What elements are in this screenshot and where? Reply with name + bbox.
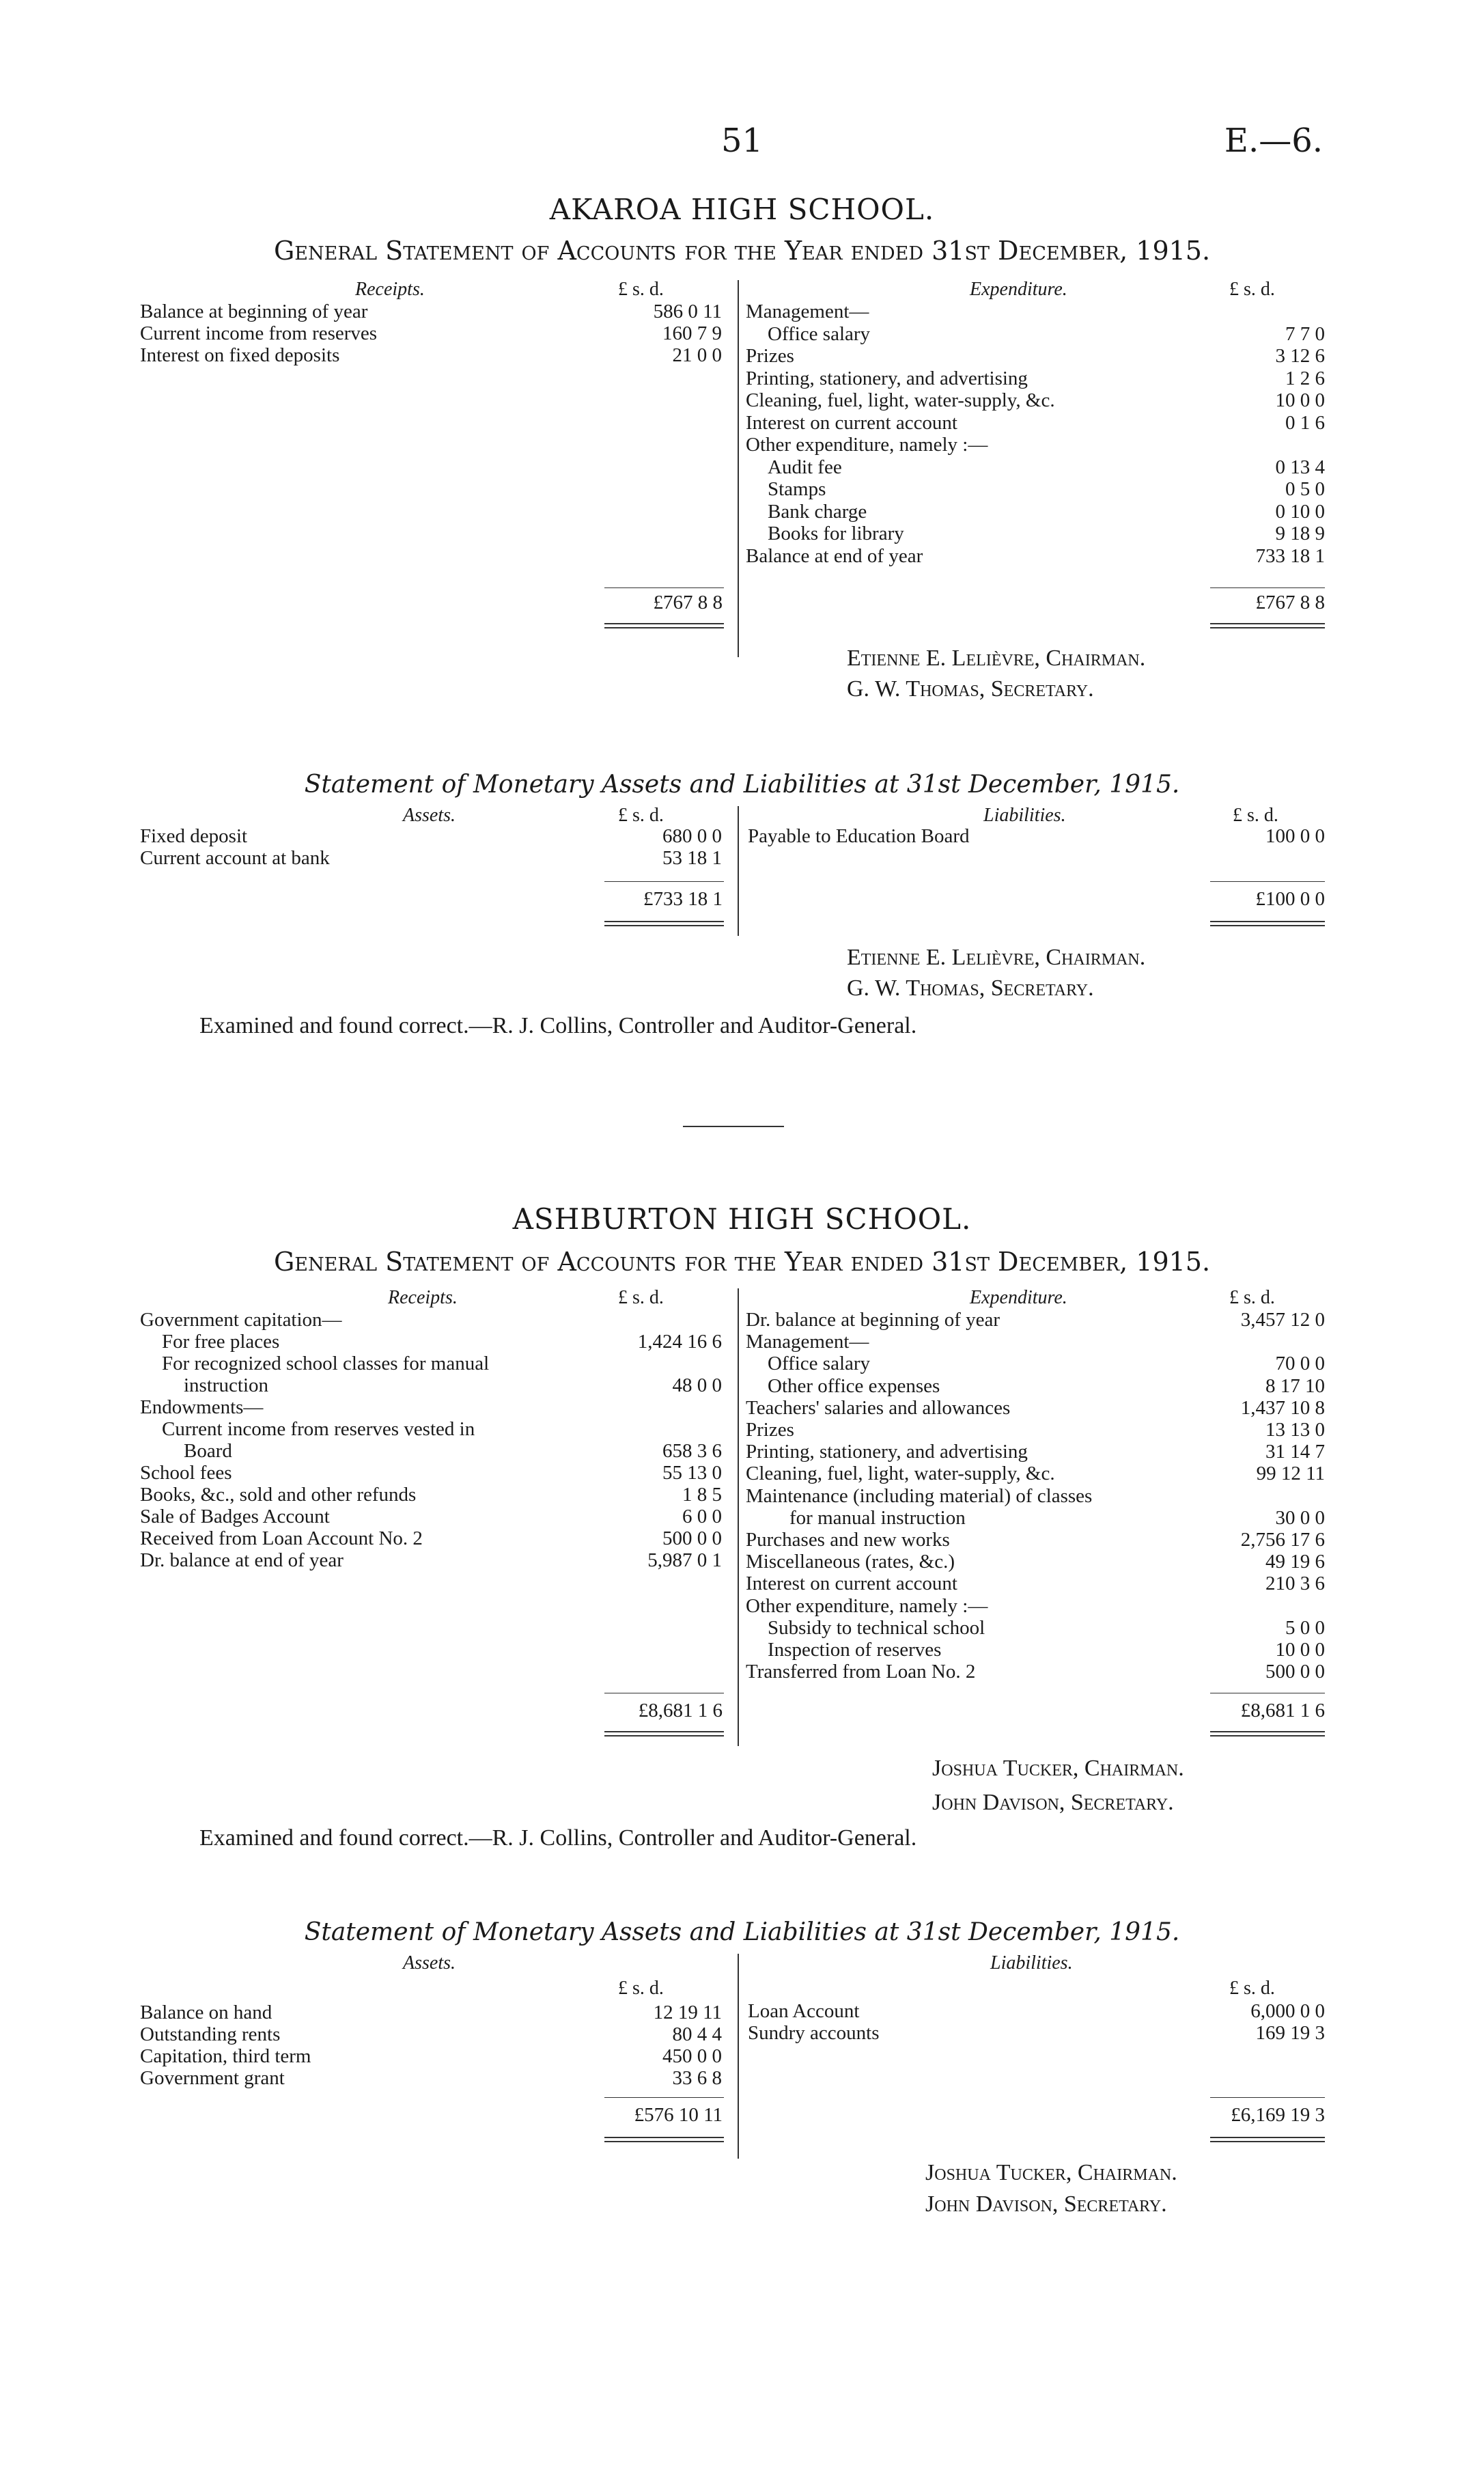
ledger-row xyxy=(746,1441,1325,1463)
ledger-row-label: Office salary xyxy=(768,322,871,345)
ashburton-subtitle: General Statement of Accounts for the Year ended 31st December, 1915. xyxy=(273,1247,1211,1277)
ashburton-examined-note: Examined and found correct.—R. J. Collins, Controller and Auditor-General. xyxy=(199,1825,917,1851)
ledger-row-amount: 2,756 17 6 xyxy=(1240,1529,1325,1551)
ledger-row-label: Office salary xyxy=(768,1353,871,1375)
ledger-row-label: Subsidy to technical school xyxy=(768,1616,985,1639)
ledger-row-amount: 6 0 0 xyxy=(682,1506,722,1527)
ledger-row xyxy=(746,501,1325,523)
ledger-row-label: Outstanding rents xyxy=(140,2023,281,2045)
akaroa-liabilities-total: £100 0 0 xyxy=(1255,888,1325,910)
ledger-row-amount: 6,000 0 0 xyxy=(1250,2000,1325,2022)
ledger-row xyxy=(746,1507,1325,1529)
akaroa-receipts-double-rule xyxy=(604,623,724,628)
ledger-row-amount: 53 18 1 xyxy=(662,847,722,869)
ledger-row xyxy=(746,1661,1325,1683)
ledger-row xyxy=(140,1374,722,1396)
ledger-row-amount: 99 12 11 xyxy=(1256,1463,1325,1485)
ledger-row-amount: 10 0 0 xyxy=(1275,389,1325,411)
ledger-row xyxy=(746,1639,1325,1661)
akaroa-liabilities-head: Liabilities. xyxy=(983,805,1066,826)
akaroa-examined-note: Examined and found correct.—R. J. Collins, Controller and Auditor-General. xyxy=(199,1013,917,1038)
ledger-row xyxy=(140,301,722,322)
ledger-row-label: School fees xyxy=(140,1462,232,1484)
ledger-row-label: Received from Loan Account No. 2 xyxy=(140,1527,423,1549)
ledger-row-amount: 0 1 6 xyxy=(1285,411,1325,434)
ledger-row-label: Printing, stationery, and advertising xyxy=(746,367,1028,389)
ledger-row-label: Interest on fixed deposits xyxy=(140,344,340,366)
ledger-row xyxy=(140,825,722,847)
ledger-row-amount: 1,424 16 6 xyxy=(637,1331,722,1353)
ashburton-title: ASHBURTON HIGH SCHOOL. xyxy=(512,1202,972,1236)
ledger-row xyxy=(140,1396,722,1418)
ashburton-column-divider xyxy=(738,1288,739,1746)
ashburton-expenditure-currency-head: £ s. d. xyxy=(1229,1287,1275,1308)
ledger-row xyxy=(746,301,1325,322)
ledger-row-label: Cleaning, fuel, light, water-supply, &c. xyxy=(746,389,1055,411)
ledger-row-label: Interest on current account xyxy=(746,1573,957,1595)
ledger-row xyxy=(140,344,722,366)
ashburton-monetary-divider xyxy=(738,1954,739,2159)
ledger-row xyxy=(746,1397,1325,1419)
akaroa-signature2-chairman: Etienne E. Lelièvre, Chairman. xyxy=(847,945,1146,970)
ledger-row-amount: 1,437 10 8 xyxy=(1240,1396,1325,1419)
ledger-row-label: Stamps xyxy=(768,478,826,500)
ledger-row xyxy=(140,1309,722,1331)
page-reference: E.—6. xyxy=(1224,122,1323,160)
ledger-row-amount: 31 14 7 xyxy=(1265,1441,1325,1463)
ledger-row-label: Capitation, third term xyxy=(140,2045,311,2067)
ledger-row xyxy=(140,2067,722,2089)
ledger-row-amount: 12 19 11 xyxy=(653,2002,722,2023)
ledger-row xyxy=(746,478,1325,500)
ashburton-assets-total: £576 10 11 xyxy=(634,2104,723,2126)
ledger-row xyxy=(140,2045,722,2067)
ledger-row xyxy=(140,847,722,869)
ashburton-liabilities-rule xyxy=(1210,2097,1325,2098)
akaroa-signature-chairman: Etienne E. Lelièvre, Chairman. xyxy=(847,646,1146,671)
ledger-row-amount: 680 0 0 xyxy=(662,825,722,847)
ledger-row-label: Books for library xyxy=(768,523,904,544)
ledger-row-amount: 658 3 6 xyxy=(662,1440,722,1462)
ledger-row-amount: 160 7 9 xyxy=(662,322,722,344)
ledger-row-amount: 169 19 3 xyxy=(1255,2022,1325,2044)
ledger-row xyxy=(746,323,1325,345)
ledger-row xyxy=(140,1462,722,1484)
ledger-row-amount: 5 0 0 xyxy=(1285,1616,1325,1639)
ledger-row-label: Teachers' salaries and allowances xyxy=(746,1396,1011,1419)
ledger-row-label: Government grant xyxy=(140,2067,285,2089)
ledger-row xyxy=(746,345,1325,367)
ledger-row-label: Fixed deposit xyxy=(140,825,248,847)
ashburton-signature-chairman: Joshua Tucker, Chairman. xyxy=(932,1756,1184,1781)
ashburton-liabilities-total: £6,169 19 3 xyxy=(1231,2104,1325,2126)
ledger-row-label: Prizes xyxy=(746,345,794,367)
ashburton-assets-double-rule xyxy=(604,2137,724,2142)
ledger-row-label: Payable to Education Board xyxy=(748,825,970,847)
ledger-row-amount: 100 0 0 xyxy=(1265,825,1325,847)
ledger-row-amount: 33 6 8 xyxy=(672,2067,722,2089)
ledger-row xyxy=(746,1573,1325,1594)
ledger-row xyxy=(140,1484,722,1506)
ledger-row xyxy=(746,1353,1325,1374)
akaroa-assets-rule xyxy=(604,881,724,882)
ledger-row-label: Endowments— xyxy=(140,1396,264,1418)
akaroa-assets-total: £733 18 1 xyxy=(643,888,723,910)
ashburton-liabilities-currency-head: £ s. d. xyxy=(1229,1978,1275,1999)
ledger-row-label: Balance on hand xyxy=(140,2002,272,2023)
ledger-row-label: Sale of Badges Account xyxy=(140,1506,330,1527)
ledger-row-label: Management— xyxy=(746,301,869,322)
ashburton-signature2-chairman: Joshua Tucker, Chairman. xyxy=(925,2160,1177,2185)
ledger-row xyxy=(140,1527,722,1549)
ledger-row xyxy=(746,1419,1325,1441)
ledger-row-amount: 21 0 0 xyxy=(672,344,722,366)
ledger-row-amount: 9 18 9 xyxy=(1275,523,1325,544)
ledger-row xyxy=(746,368,1325,389)
ledger-row-label: Current income from reserves xyxy=(140,322,378,344)
ledger-row xyxy=(140,2023,722,2045)
ashburton-liabilities-double-rule xyxy=(1210,2137,1325,2142)
ledger-row-amount: 733 18 1 xyxy=(1255,544,1325,567)
ledger-row-amount: 70 0 0 xyxy=(1275,1353,1325,1375)
ledger-row xyxy=(140,1440,722,1462)
ashburton-expenditure-head: Expenditure. xyxy=(970,1287,1067,1308)
akaroa-receipts-currency-head: £ s. d. xyxy=(618,279,664,300)
akaroa-receipts-rule xyxy=(604,587,724,588)
ledger-row-label: Dr. balance at end of year xyxy=(140,1549,344,1571)
akaroa-receipts-total: £767 8 8 xyxy=(653,592,723,613)
ledger-row-amount: 10 0 0 xyxy=(1275,1639,1325,1661)
akaroa-monetary-divider xyxy=(738,806,739,936)
ledger-row-label: Purchases and new works xyxy=(746,1529,950,1551)
akaroa-receipts-head: Receipts. xyxy=(355,279,425,300)
ledger-row-label: Current income from reserves vested in xyxy=(162,1418,475,1440)
akaroa-assets-double-rule xyxy=(604,921,724,926)
ledger-row xyxy=(748,2000,1325,2022)
ledger-row-label: Printing, stationery, and advertising xyxy=(746,1441,1028,1463)
ashburton-signature-secretary: John Davison, Secretary. xyxy=(932,1790,1174,1815)
ashburton-signature2-secretary: John Davison, Secretary. xyxy=(925,2191,1167,2217)
ledger-row-amount: 7 7 0 xyxy=(1285,322,1325,345)
akaroa-expenditure-double-rule xyxy=(1210,623,1325,628)
ledger-row-label: for manual instruction xyxy=(789,1506,966,1529)
ledger-row-amount: 210 3 6 xyxy=(1265,1573,1325,1595)
ledger-row-label: For recognized school classes for manual xyxy=(162,1353,490,1374)
ledger-row-amount: 1 8 5 xyxy=(682,1484,722,1506)
ledger-row xyxy=(746,434,1325,456)
ashburton-assets-currency-head: £ s. d. xyxy=(618,1978,664,1999)
ledger-row xyxy=(746,545,1325,567)
ledger-row-label: Cleaning, fuel, light, water-supply, &c. xyxy=(746,1463,1055,1485)
ledger-row xyxy=(746,1595,1325,1617)
akaroa-assets-head: Assets. xyxy=(403,805,456,826)
ashburton-receipts-head: Receipts. xyxy=(388,1287,458,1308)
ledger-row xyxy=(746,1551,1325,1573)
ledger-row-label: Transferred from Loan No. 2 xyxy=(746,1661,976,1683)
ledger-row xyxy=(140,2002,722,2023)
akaroa-assets-currency-head: £ s. d. xyxy=(618,805,664,826)
ledger-row xyxy=(140,322,722,344)
ledger-row-label: Maintenance (including material) of classes xyxy=(746,1484,1093,1507)
ledger-row-label: Books, &c., sold and other refunds xyxy=(140,1484,417,1506)
ledger-row-label: Government capitation— xyxy=(140,1309,342,1331)
ledger-row-label: Interest on current account xyxy=(746,411,957,434)
ashburton-expenditure-total: £8,681 1 6 xyxy=(1240,1700,1325,1721)
akaroa-liabilities-rule xyxy=(1210,881,1325,882)
ledger-row-label: Inspection of reserves xyxy=(768,1639,942,1661)
ledger-row xyxy=(746,523,1325,544)
ledger-row-label: Balance at end of year xyxy=(746,544,923,567)
ledger-row-label: Balance at beginning of year xyxy=(140,301,368,322)
ledger-row xyxy=(748,2022,1325,2044)
ledger-row xyxy=(746,1375,1325,1397)
ledger-row xyxy=(746,1331,1325,1353)
ledger-row-amount: 3 12 6 xyxy=(1275,345,1325,367)
akaroa-column-divider xyxy=(738,280,739,657)
ledger-row-label: Sundry accounts xyxy=(748,2022,880,2044)
akaroa-expenditure-total: £767 8 8 xyxy=(1255,592,1325,613)
ashburton-assets-rule xyxy=(604,2097,724,2098)
ledger-row xyxy=(746,1529,1325,1551)
ledger-row-amount: 450 0 0 xyxy=(662,2045,722,2067)
ledger-row-amount: 1 2 6 xyxy=(1285,367,1325,389)
ledger-row-label: For free places xyxy=(162,1331,280,1353)
ledger-row xyxy=(746,412,1325,434)
ledger-row-amount: 80 4 4 xyxy=(672,2023,722,2045)
ledger-row-amount: 13 13 0 xyxy=(1265,1419,1325,1441)
ledger-row-label: Other office expenses xyxy=(768,1374,940,1397)
ashburton-expenditure-double-rule xyxy=(1210,1731,1325,1736)
ledger-row-label: instruction xyxy=(184,1374,269,1396)
ashburton-monetary-title: Statement of Monetary Assets and Liabilities at 31st December, 1915. xyxy=(304,1918,1180,1946)
ledger-row-label: Audit fee xyxy=(768,456,842,478)
ledger-row xyxy=(746,456,1325,478)
section-divider xyxy=(683,1126,784,1127)
ledger-row xyxy=(746,1485,1325,1507)
ledger-row xyxy=(746,1463,1325,1484)
akaroa-liabilities-double-rule xyxy=(1210,921,1325,926)
ledger-row xyxy=(140,1549,722,1571)
ledger-row xyxy=(140,1331,722,1353)
akaroa-expenditure-head: Expenditure. xyxy=(970,279,1067,300)
akaroa-monetary-title: Statement of Monetary Assets and Liabilities at 31st December, 1915. xyxy=(304,771,1180,799)
ledger-row xyxy=(748,825,1325,847)
ledger-row-amount: 0 13 4 xyxy=(1275,456,1325,478)
akaroa-signature2-secretary: G. W. Thomas, Secretary. xyxy=(847,975,1094,1001)
ashburton-receipts-total: £8,681 1 6 xyxy=(638,1700,723,1721)
ledger-row-amount: 48 0 0 xyxy=(672,1374,722,1396)
ledger-row xyxy=(746,1309,1325,1331)
ledger-row-label: Board xyxy=(184,1440,232,1462)
akaroa-expenditure-currency-head: £ s. d. xyxy=(1229,279,1275,300)
ledger-row-amount: 49 19 6 xyxy=(1265,1551,1325,1573)
ledger-row-label: Bank charge xyxy=(768,500,867,523)
ledger-row xyxy=(140,1353,722,1374)
ledger-row xyxy=(746,389,1325,411)
ashburton-receipts-double-rule xyxy=(604,1731,724,1736)
akaroa-liabilities-currency-head: £ s. d. xyxy=(1233,805,1278,826)
ledger-row xyxy=(140,1418,722,1440)
ledger-row-amount: 3,457 12 0 xyxy=(1240,1309,1325,1331)
ledger-row-amount: 30 0 0 xyxy=(1275,1506,1325,1529)
ledger-row-amount: 0 10 0 xyxy=(1275,500,1325,523)
ledger-row-label: Current account at bank xyxy=(140,847,330,869)
ledger-row-label: Loan Account xyxy=(748,2000,860,2022)
ledger-row-label: Prizes xyxy=(746,1419,794,1441)
ledger-row-amount: 55 13 0 xyxy=(662,1462,722,1484)
akaroa-expenditure-rule xyxy=(1210,587,1325,588)
ashburton-receipts-currency-head: £ s. d. xyxy=(618,1287,664,1308)
ledger-row-label: Other expenditure, namely :— xyxy=(746,1594,988,1617)
ledger-row-amount: 500 0 0 xyxy=(1265,1661,1325,1683)
ashburton-assets-head: Assets. xyxy=(403,1952,456,1974)
ledger-row xyxy=(746,1617,1325,1639)
ledger-row-amount: 586 0 11 xyxy=(653,301,722,322)
ledger-row-amount: 0 5 0 xyxy=(1285,478,1325,500)
akaroa-title: AKAROA HIGH SCHOOL. xyxy=(549,193,935,226)
ledger-row-amount: 5,987 0 1 xyxy=(647,1549,722,1571)
page-number: 51 xyxy=(720,122,764,160)
ledger-row-label: Management— xyxy=(746,1331,869,1353)
ledger-row-amount: 500 0 0 xyxy=(662,1527,722,1549)
ledger-row-label: Other expenditure, namely :— xyxy=(746,434,988,456)
ledger-row-label: Miscellaneous (rates, &c.) xyxy=(746,1551,955,1573)
akaroa-signature-secretary: G. W. Thomas, Secretary. xyxy=(847,676,1094,702)
ledger-row xyxy=(140,1506,722,1527)
akaroa-subtitle: General Statement of Accounts for the Year ended 31st December, 1915. xyxy=(273,236,1211,266)
ashburton-liabilities-head: Liabilities. xyxy=(990,1952,1073,1974)
ledger-row-amount: 8 17 10 xyxy=(1265,1374,1325,1397)
ledger-row-label: Dr. balance at beginning of year xyxy=(746,1309,1000,1331)
